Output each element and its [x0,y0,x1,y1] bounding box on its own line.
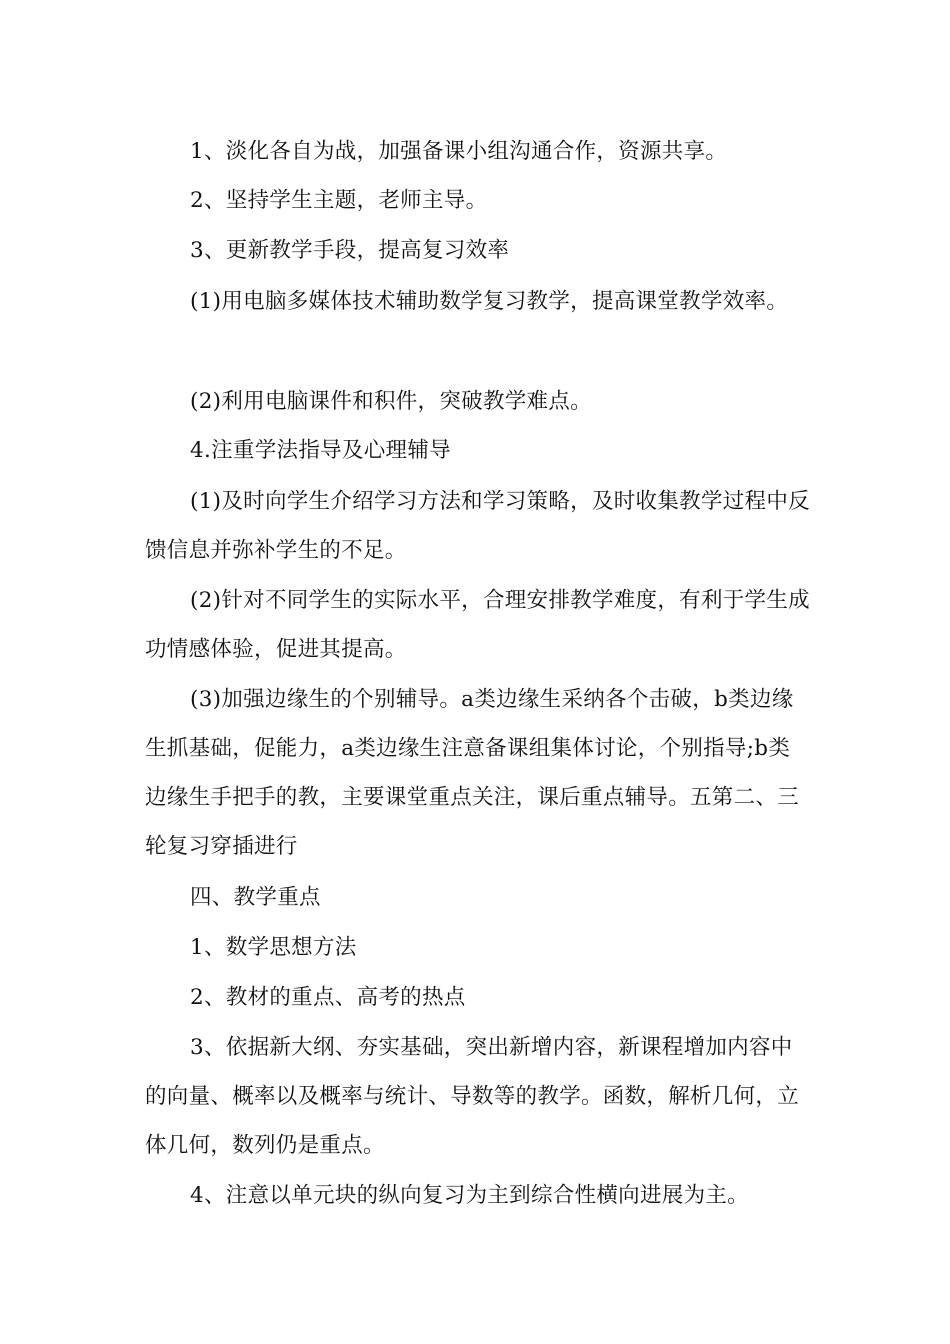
paragraph-10: 四、教学重点 [190,885,321,910]
paragraph-9: (3)加强边缘生的个别辅导。a类边缘生采纳各个击破，b类边缘生抓基础，促能力，a类边缘生注意备课组集体讨论，个别指导;b类边缘生手把手的教，主要课堂重点关注，课后重点辅导。五第二、三轮复习穿插进行 [145,687,800,859]
paragraph-11: 1、数学思想方法 [190,935,357,960]
paragraph-3: 3、更新教学手段，提高复习效率 [190,238,510,263]
paragraph-14: 4、注意以单元块的纵向复习为主到综合性横向进展为主。 [190,1183,749,1208]
paragraph-1: 1、淡化各自为战，加强备课小组沟通合作，资源共享。 [190,139,728,164]
paragraph-12: 2、教材的重点、高考的热点 [190,985,466,1010]
paragraph-4: (1)用电脑多媒体技术辅助数学复习教学，提高课堂教学效率。 [190,289,789,314]
paragraph-8: (2)针对不同学生的实际水平，合理安排教学难度，有利于学生成功情感体验，促进其提高。 [145,588,810,662]
paragraph-13: 3、依据新大纲、夯实基础，突出新增内容，新课程增加内容中的向量、概率以及概率与统计、导数等的教学。函数，解析几何，立体几何，数列仍是重点。 [145,1035,800,1158]
paragraph-6: 4.注重学法指导及心理辅导 [190,438,451,463]
paragraph-7: (1)及时向学生介绍学习方法和学习策略，及时收集教学过程中反馈信息并弥补学生的不足。 [145,489,810,563]
paragraph-2: 2、坚持学生主题，老师主导。 [190,188,488,213]
paragraph-5: (2)利用电脑课件和积件，突破教学难点。 [190,389,592,414]
